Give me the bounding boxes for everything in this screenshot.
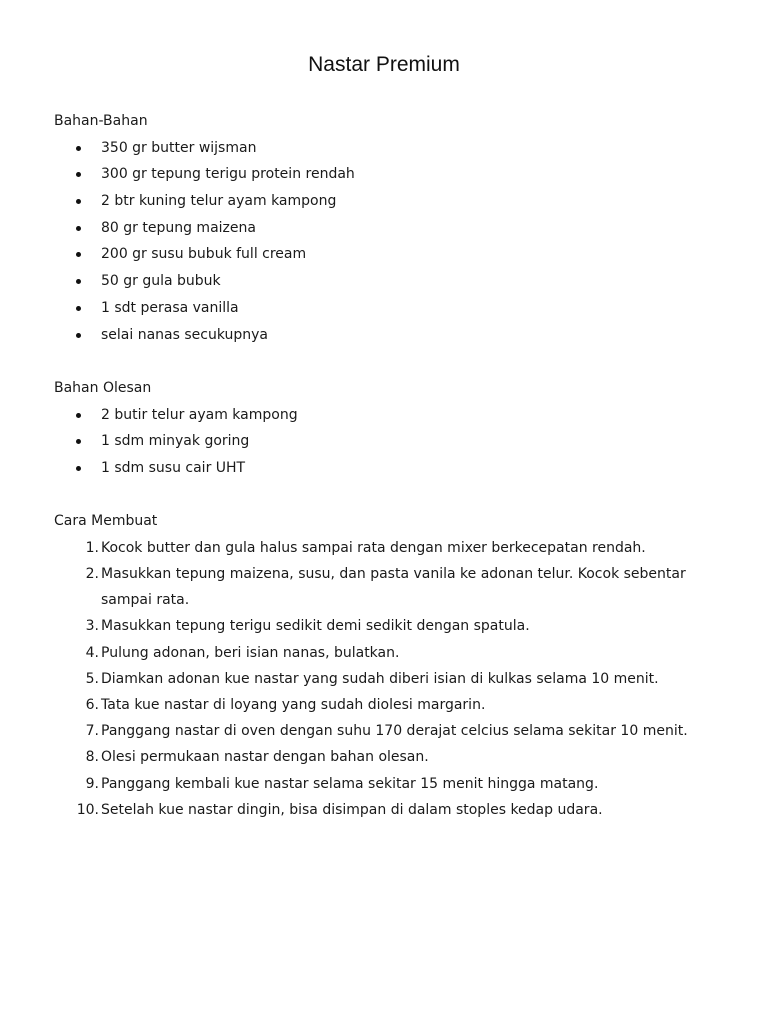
bullet-icon: [76, 466, 81, 471]
list-item-text: 350 gr butter wijsman: [101, 139, 257, 156]
section-bahan-olesan: [54, 375, 734, 482]
list-item-text: 1 sdm minyak goring: [101, 433, 250, 450]
step-number: 1.: [85, 539, 99, 556]
bullet-icon: [76, 226, 81, 231]
list-item: [54, 322, 734, 349]
step-text: Kocok butter dan gula halus sampai rata dengan mixer berkecepatan rendah.: [101, 539, 646, 556]
list-item: [54, 402, 734, 429]
bullet-icon: [76, 172, 81, 177]
step-text: Panggang kembali kue nastar selama sekitar 15 menit hingga matang.: [101, 775, 599, 792]
bullet-icon: [76, 279, 81, 284]
step-text: Setelah kue nastar dingin, bisa disimpan di dalam stoples kedap udara.: [101, 801, 603, 818]
list-item: [54, 771, 734, 797]
step-number: 3.: [85, 618, 99, 635]
list-item-text: 80 gr tepung maizena: [101, 219, 256, 236]
list-item-text: 2 butir telur ayam kampong: [101, 406, 298, 423]
list-item: [54, 295, 734, 322]
bullet-icon: [76, 413, 81, 418]
list-item: [54, 718, 734, 744]
list-item: [54, 161, 734, 188]
step-text: Diamkan adonan kue nastar yang sudah diberi isian di kulkas selama 10 menit.: [101, 670, 659, 687]
page-title: Nastar Premium: [308, 53, 460, 76]
ingredient-list: [54, 402, 734, 482]
list-item-text: 300 gr tepung terigu protein rendah: [101, 166, 355, 183]
step-number: 10.: [76, 801, 99, 818]
list-item: [54, 640, 734, 666]
bullet-icon: [76, 306, 81, 311]
list-item: [54, 744, 734, 770]
step-number: 4.: [85, 644, 99, 661]
step-text: Masukkan tepung terigu sedikit demi sedikit dengan spatula.: [101, 618, 530, 635]
step-text: Tata kue nastar di loyang yang sudah diolesi margarin.: [101, 696, 486, 713]
step-number: 7.: [85, 723, 99, 740]
section-heading: Bahan-Bahan: [54, 113, 148, 129]
bullet-icon: [76, 439, 81, 444]
list-item-text: 200 gr susu bubuk full cream: [101, 246, 307, 263]
step-text: Masukkan tepung maizena, susu, dan pasta vanila ke adonan telur. Kocok sebentar sampai rata.: [101, 565, 686, 609]
step-number: 8.: [85, 749, 99, 766]
list-item: [54, 428, 734, 455]
bullet-icon: [76, 146, 81, 151]
ingredient-list: [54, 135, 734, 349]
list-item: [54, 797, 734, 823]
list-item-text: 2 btr kuning telur ayam kampong: [101, 193, 337, 210]
step-number: 2.: [85, 565, 99, 582]
list-item: [54, 188, 734, 215]
list-item: [54, 561, 734, 613]
list-item: [54, 535, 734, 561]
list-item: [54, 666, 734, 692]
step-number: 6.: [85, 696, 99, 713]
step-list: [54, 535, 734, 823]
bullet-icon: [76, 199, 81, 204]
section-heading: Cara Membuat: [54, 513, 158, 529]
list-item-text: 1 sdm susu cair UHT: [101, 460, 246, 477]
step-text: Pulung adonan, beri isian nanas, bulatkan.: [101, 644, 400, 661]
list-item-text: selai nanas secukupnya: [101, 326, 269, 343]
bullet-icon: [76, 333, 81, 338]
list-item-text: 50 gr gula bubuk: [101, 273, 221, 290]
list-item-text: 1 sdt perasa vanilla: [101, 299, 239, 316]
list-item: [54, 455, 734, 482]
bullet-icon: [76, 252, 81, 257]
section-bahan-bahan: [54, 108, 734, 348]
section-cara-membuat: [54, 508, 734, 823]
list-item: [54, 692, 734, 718]
list-item: [54, 135, 734, 162]
step-number: 5.: [85, 670, 99, 687]
step-text: Olesi permukaan nastar dengan bahan olesan.: [101, 749, 429, 766]
step-text: Panggang nastar di oven dengan suhu 170 derajat celcius selama sekitar 10 menit.: [101, 723, 688, 740]
section-heading: Bahan Olesan: [54, 380, 152, 396]
list-item: [54, 613, 734, 639]
list-item: [54, 215, 734, 242]
list-item: [54, 268, 734, 295]
step-number: 9.: [85, 775, 99, 792]
list-item: [54, 241, 734, 268]
